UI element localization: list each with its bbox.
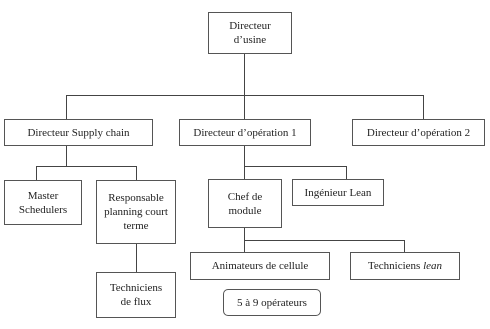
connector [244,95,245,119]
connector [36,166,137,167]
connector [404,240,405,252]
node-directeur-usine: Directeur d’usine [208,12,292,54]
connector [244,166,245,179]
node-responsable-planning: Responsable planning court terme [96,180,176,244]
connector [244,146,245,167]
node-master-schedulers: Master Schedulers [4,180,82,225]
connector [66,95,424,96]
connector [244,240,405,241]
connector [423,95,424,119]
node-directeur-supply-chain: Directeur Supply chain [4,119,153,146]
connector [66,146,67,167]
node-chef-de-module: Chef de module [208,179,282,228]
node-operateurs: 5 à 9 opérateurs [223,289,321,316]
connector [136,166,137,180]
connector [36,166,37,180]
connector [66,95,67,119]
node-techniciens-lean [350,252,460,280]
techniciens-lean-label: Techniciens lean [367,260,443,272]
connector [136,244,137,272]
node-animateurs-cellule: Animateurs de cellule [190,252,330,280]
node-ingenieur-lean: Ingénieur Lean [292,179,384,206]
node-directeur-operation-1: Directeur d’opération 1 [179,119,311,146]
connector [244,53,245,96]
node-directeur-operation-2: Directeur d’opération 2 [352,119,485,146]
connector [244,240,245,252]
connector [244,166,347,167]
node-techniciens-flux: Techniciens de flux [96,272,176,318]
connector [346,166,347,179]
